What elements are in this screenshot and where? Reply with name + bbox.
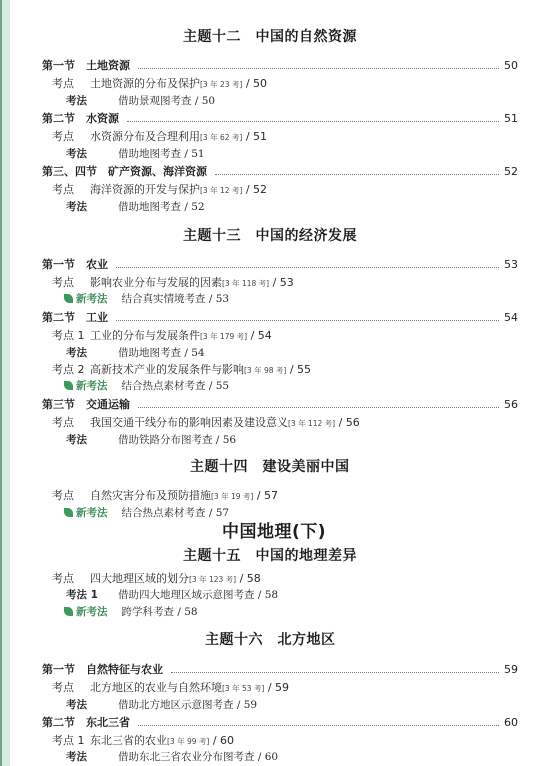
page-number: / 55: [208, 380, 230, 392]
kaodian-label: 考点 1: [52, 329, 85, 342]
new-kaofa-text: 跨学科考查: [121, 606, 174, 618]
page-number: / 54: [250, 329, 272, 342]
exam-frequency-note: [3 年 99 考]: [167, 737, 210, 746]
section-title: 第三节 交通运输: [42, 398, 130, 411]
kaodian-text: 我国交通干线分布的影响因素及建设意义: [90, 416, 288, 429]
page-number: / 57: [208, 507, 230, 519]
kaodian-text: 自然灾害分布及预防措施: [90, 489, 211, 502]
kaofa-text: 借助东北三省农业分布图考查: [118, 751, 255, 763]
kaodian-entry[interactable]: [52, 184, 267, 195]
page-number: / 52: [184, 201, 205, 213]
leaf-icon: [64, 294, 73, 303]
kaofa-label: 考法: [66, 201, 87, 213]
kaofa-entry[interactable]: [66, 435, 236, 446]
kaofa-entry[interactable]: [66, 202, 205, 213]
kaodian-entry[interactable]: [52, 78, 267, 89]
page-number: 54: [504, 311, 518, 324]
kaodian-text: 土地资源的分布及保护: [90, 77, 200, 90]
kaofa-entry[interactable]: [66, 149, 205, 160]
kaofa-text: 借助地图考查: [118, 347, 181, 359]
kaodian-entry[interactable]: [52, 682, 289, 693]
kaofa-text: 借助北方地区示意图考查: [118, 699, 234, 711]
section-title: 第一节 自然特征与农业: [42, 663, 163, 676]
page-number: 56: [504, 398, 518, 411]
dot-leader: [138, 724, 499, 726]
kaodian-text: 影响农业分布与发展的因素: [90, 276, 222, 289]
kaodian-label: 考点: [52, 416, 74, 429]
page-number: 53: [504, 258, 518, 271]
page-number: 51: [504, 112, 518, 125]
kaodian-text: 四大地理区域的划分: [90, 572, 189, 585]
exam-frequency-note: [3 年 123 考]: [189, 575, 237, 584]
page-number: / 58: [177, 606, 198, 618]
exam-frequency-note: [3 年 118 考]: [222, 279, 270, 288]
kaodian-entry[interactable]: [52, 364, 311, 375]
page-number: / 59: [267, 681, 290, 694]
page-number: 50: [504, 59, 518, 72]
kaodian-label: 考点: [52, 183, 74, 196]
kaodian-entry[interactable]: [52, 573, 261, 584]
exam-frequency-note: [3 年 53 考]: [222, 684, 265, 693]
section-entry[interactable]: [42, 166, 518, 177]
page-number: / 53: [208, 293, 230, 305]
exam-frequency-note: [3 年 112 考]: [288, 419, 336, 428]
kaodian-label: 考点 1: [52, 734, 85, 747]
theme-heading: 主题十六 北方地区: [205, 632, 336, 648]
exam-frequency-note: [3 年 12 考]: [200, 186, 243, 195]
section-title: 第二节 工业: [42, 311, 108, 324]
kaodian-text: 东北三省的农业: [90, 734, 167, 747]
page-number: / 54: [184, 347, 205, 359]
kaodian-text: 工业的分布与发展条件: [90, 329, 200, 342]
exam-frequency-note: [3 年 19 考]: [211, 492, 254, 501]
kaodian-label: 考点: [52, 130, 74, 143]
leaf-icon: [64, 508, 73, 517]
kaodian-entry[interactable]: [52, 735, 234, 746]
section-entry[interactable]: [42, 113, 518, 124]
page-number: / 56: [338, 416, 360, 429]
kaofa-entry[interactable]: [66, 590, 278, 601]
page-number: / 51: [245, 130, 268, 143]
page-border: [0, 0, 10, 766]
section-title: 第一节 土地资源: [42, 59, 130, 72]
page-number: / 50: [194, 95, 216, 107]
new-kaofa-label: 新考法: [76, 507, 108, 519]
leaf-icon: [64, 607, 73, 616]
kaodian-label: 考点: [52, 77, 74, 90]
kaofa-text: 借助地图考查: [118, 201, 181, 213]
kaofa-entry[interactable]: [66, 700, 257, 711]
new-kaofa-entry[interactable]: [64, 508, 229, 519]
page-number: / 53: [272, 276, 294, 289]
part-heading: 中国地理(下): [222, 522, 327, 542]
leaf-icon: [64, 381, 73, 390]
page-number: / 56: [215, 434, 237, 446]
theme-heading: 主题十二 中国的自然资源: [183, 29, 357, 45]
exam-frequency-note: [3 年 23 考]: [200, 80, 243, 89]
exam-frequency-note: [3 年 179 考]: [200, 332, 248, 341]
page-number: 59: [504, 663, 518, 676]
new-kaofa-label: 新考法: [76, 293, 108, 305]
kaofa-entry[interactable]: [66, 348, 205, 359]
kaofa-entry[interactable]: [66, 96, 215, 107]
kaodian-label: 考点: [52, 489, 74, 502]
kaofa-text: 借助铁路分布图考查: [118, 434, 213, 446]
theme-heading: 主题十四 建设美丽中国: [190, 459, 350, 475]
kaodian-entry[interactable]: [52, 417, 360, 428]
page-number: / 60: [257, 751, 279, 763]
theme-heading: 主题十三 中国的经济发展: [183, 228, 357, 244]
kaodian-entry[interactable]: [52, 131, 267, 142]
dot-leader: [116, 266, 499, 268]
kaodian-text: 北方地区的农业与自然环境: [90, 681, 222, 694]
section-entry[interactable]: [42, 312, 518, 323]
page-number: / 59: [236, 699, 258, 711]
new-kaofa-label: 新考法: [76, 606, 108, 618]
new-kaofa-entry[interactable]: [64, 294, 229, 305]
page-number: / 60: [212, 734, 235, 747]
section-entry[interactable]: [42, 60, 518, 71]
kaofa-label: 考法: [66, 347, 87, 359]
section-entry[interactable]: [42, 664, 518, 675]
new-kaofa-label: 新考法: [76, 380, 108, 392]
kaofa-label: 考法: [66, 95, 87, 107]
dot-leader: [138, 406, 499, 408]
kaofa-text: 借助地图考查: [118, 148, 181, 160]
kaofa-label: 考法: [66, 751, 87, 763]
page-number: / 58: [239, 572, 261, 585]
kaofa-text: 借助景观图考查: [118, 95, 192, 107]
kaodian-text: 水资源分布及合理利用: [90, 130, 200, 143]
section-title: 第一节 农业: [42, 258, 108, 271]
new-kaofa-text: 结合热点素材考查: [121, 507, 206, 519]
page-number: 52: [504, 165, 518, 178]
exam-frequency-note: [3 年 98 考]: [244, 366, 287, 375]
kaodian-entry[interactable]: [52, 490, 278, 501]
kaofa-label: 考法: [66, 434, 87, 446]
kaofa-entry[interactable]: [66, 752, 278, 763]
section-entry[interactable]: [42, 717, 518, 728]
exam-frequency-note: [3 年 62 考]: [200, 133, 243, 142]
section-title: 第二节 水资源: [42, 112, 119, 125]
dot-leader: [127, 120, 499, 122]
kaofa-text: 借助四大地理区域示意图考查: [118, 589, 255, 601]
page-number: / 58: [257, 589, 279, 601]
kaodian-entry[interactable]: [52, 330, 272, 341]
kaodian-text: 海洋资源的开发与保护: [90, 183, 200, 196]
kaodian-label: 考点 2: [52, 363, 85, 376]
page-number: 60: [504, 716, 518, 729]
theme-heading: 主题十五 中国的地理差异: [183, 548, 357, 564]
section-entry[interactable]: [42, 399, 518, 410]
page-number: / 50: [245, 77, 268, 90]
kaofa-label: 考法 1: [66, 589, 98, 601]
section-entry[interactable]: [42, 259, 518, 270]
kaofa-label: 考法: [66, 699, 87, 711]
dot-leader: [171, 671, 499, 673]
new-kaofa-entry[interactable]: [64, 607, 198, 618]
kaodian-entry[interactable]: [52, 277, 294, 288]
new-kaofa-text: 结合真实情境考查: [121, 293, 206, 305]
dot-leader: [116, 319, 499, 321]
kaodian-label: 考点: [52, 572, 74, 585]
page-number: / 55: [289, 363, 312, 376]
kaodian-label: 考点: [52, 276, 74, 289]
section-title: 第三、四节 矿产资源、海洋资源: [42, 165, 207, 178]
dot-leader: [138, 67, 499, 69]
kaofa-label: 考法: [66, 148, 87, 160]
new-kaofa-entry[interactable]: [64, 381, 229, 392]
section-title: 第二节 东北三省: [42, 716, 130, 729]
page-number: / 52: [245, 183, 268, 196]
kaodian-label: 考点: [52, 681, 74, 694]
page-number: / 57: [256, 489, 279, 502]
new-kaofa-text: 结合热点素材考查: [121, 380, 206, 392]
dot-leader: [215, 173, 499, 175]
kaodian-text: 高新技术产业的发展条件与影响: [90, 363, 244, 376]
page-number: / 51: [184, 148, 205, 160]
